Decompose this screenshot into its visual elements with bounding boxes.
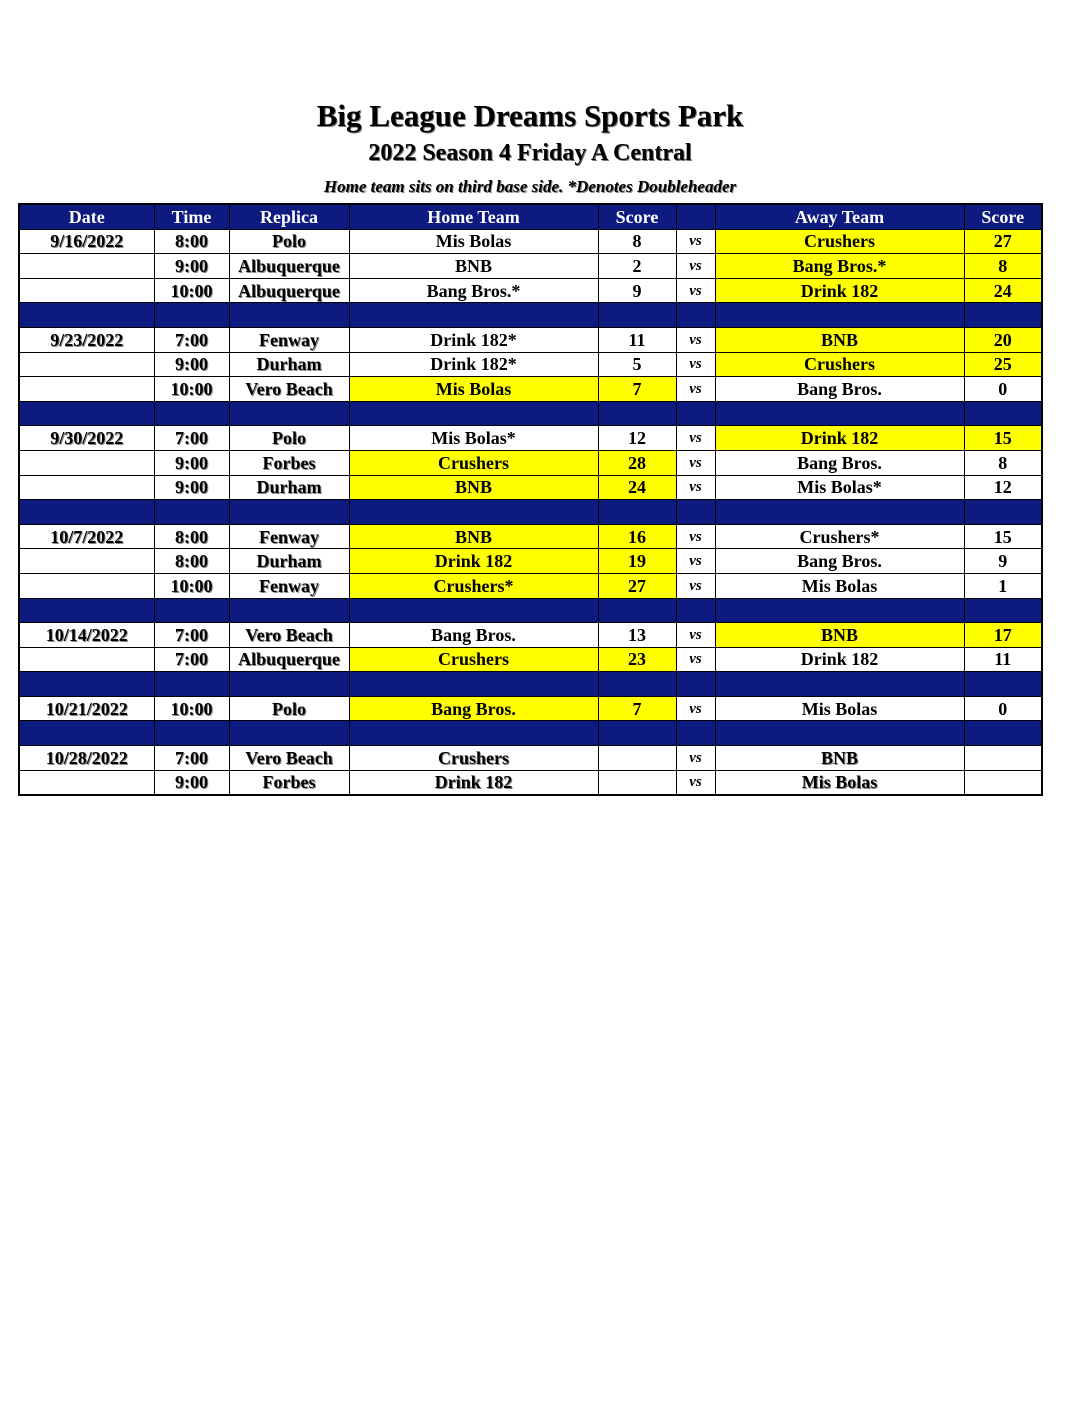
table-row xyxy=(19,450,1042,475)
cell-vs: vs xyxy=(676,623,715,648)
cell-time: 7:00 xyxy=(154,426,229,451)
cell-away-team: Mis Bolas xyxy=(715,573,964,598)
cell-vs: vs xyxy=(676,647,715,672)
separator-cell xyxy=(598,672,676,697)
separator-row xyxy=(19,672,1042,697)
cell-vs: vs xyxy=(676,229,715,254)
separator-cell xyxy=(154,598,229,623)
table-row xyxy=(19,426,1042,451)
separator-cell xyxy=(349,303,598,328)
table-row xyxy=(19,254,1042,279)
cell-home-team: Mis Bolas xyxy=(349,377,598,402)
cell-replica: Albuquerque xyxy=(229,647,349,672)
cell-vs: vs xyxy=(676,377,715,402)
cell-away-team: Drink 182 xyxy=(715,278,964,303)
table-row xyxy=(19,573,1042,598)
page-title: Big League Dreams Sports Park xyxy=(316,98,744,133)
cell-vs: vs xyxy=(676,327,715,352)
separator-cell xyxy=(229,721,349,746)
cell-away-team: Crushers xyxy=(715,229,964,254)
cell-away-score: 11 xyxy=(964,647,1042,672)
cell-vs: vs xyxy=(676,770,715,795)
cell-vs: vs xyxy=(676,696,715,721)
cell-away-team: Bang Bros. xyxy=(715,450,964,475)
separator-cell xyxy=(598,721,676,746)
cell-away-team: Crushers xyxy=(715,352,964,377)
cell-home-score: 13 xyxy=(598,623,676,648)
cell-replica: Durham xyxy=(229,549,349,574)
separator-cell xyxy=(19,303,154,328)
cell-away-team: Mis Bolas xyxy=(715,696,964,721)
cell-away-score xyxy=(964,746,1042,771)
cell-date xyxy=(19,573,154,598)
cell-away-score: 12 xyxy=(964,475,1042,500)
separator-cell xyxy=(19,598,154,623)
cell-replica: Fenway xyxy=(229,327,349,352)
cell-replica: Polo xyxy=(229,229,349,254)
cell-home-score: 24 xyxy=(598,475,676,500)
cell-time: 7:00 xyxy=(154,623,229,648)
separator-cell xyxy=(349,598,598,623)
separator-cell xyxy=(349,672,598,697)
cell-home-team: Bang Bros. xyxy=(349,696,598,721)
cell-replica: Forbes xyxy=(229,450,349,475)
cell-away-team: BNB xyxy=(715,623,964,648)
cell-away-team: Drink 182 xyxy=(715,647,964,672)
cell-vs: vs xyxy=(676,573,715,598)
cell-time: 9:00 xyxy=(154,254,229,279)
cell-home-team: BNB xyxy=(349,475,598,500)
cell-away-score: 27 xyxy=(964,229,1042,254)
cell-home-score: 2 xyxy=(598,254,676,279)
separator-cell xyxy=(19,500,154,525)
separator-cell xyxy=(715,401,964,426)
cell-home-team: Bang Bros. xyxy=(349,623,598,648)
cell-date xyxy=(19,450,154,475)
separator-cell xyxy=(598,598,676,623)
cell-home-team: Drink 182 xyxy=(349,549,598,574)
separator-cell xyxy=(349,500,598,525)
cell-away-team: Mis Bolas* xyxy=(715,475,964,500)
cell-away-team: Bang Bros. xyxy=(715,377,964,402)
col-header-date: Date xyxy=(19,204,154,229)
table-row xyxy=(19,475,1042,500)
cell-vs: vs xyxy=(676,450,715,475)
separator-cell xyxy=(229,672,349,697)
cell-home-score: 27 xyxy=(598,573,676,598)
cell-home-score: 23 xyxy=(598,647,676,672)
separator-row xyxy=(19,303,1042,328)
cell-date: 10/28/2022 xyxy=(19,746,154,771)
col-header-replica: Replica xyxy=(229,204,349,229)
separator-cell xyxy=(715,598,964,623)
table-row xyxy=(19,696,1042,721)
cell-replica: Fenway xyxy=(229,573,349,598)
table-row xyxy=(19,623,1042,648)
cell-date: 10/21/2022 xyxy=(19,696,154,721)
cell-home-team: Mis Bolas xyxy=(349,229,598,254)
cell-vs: vs xyxy=(676,524,715,549)
cell-date xyxy=(19,549,154,574)
cell-date: 9/16/2022 xyxy=(19,229,154,254)
table-row xyxy=(19,377,1042,402)
cell-time: 8:00 xyxy=(154,229,229,254)
cell-time: 10:00 xyxy=(154,573,229,598)
cell-date xyxy=(19,647,154,672)
cell-date xyxy=(19,278,154,303)
table-row xyxy=(19,746,1042,771)
cell-home-score: 11 xyxy=(598,327,676,352)
separator-cell xyxy=(676,598,715,623)
separator-cell xyxy=(676,672,715,697)
separator-cell xyxy=(964,500,1042,525)
cell-home-team: Mis Bolas* xyxy=(349,426,598,451)
cell-home-team: Crushers* xyxy=(349,573,598,598)
table-row xyxy=(19,524,1042,549)
table-row xyxy=(19,647,1042,672)
cell-home-team: BNB xyxy=(349,524,598,549)
cell-time: 10:00 xyxy=(154,377,229,402)
cell-away-score: 0 xyxy=(964,696,1042,721)
cell-away-team: BNB xyxy=(715,746,964,771)
cell-away-team: Crushers* xyxy=(715,524,964,549)
cell-away-score: 15 xyxy=(964,524,1042,549)
cell-vs: vs xyxy=(676,278,715,303)
cell-away-team: Bang Bros. xyxy=(715,549,964,574)
cell-time: 7:00 xyxy=(154,647,229,672)
cell-date: 10/14/2022 xyxy=(19,623,154,648)
separator-cell xyxy=(598,401,676,426)
separator-row xyxy=(19,401,1042,426)
cell-replica: Vero Beach xyxy=(229,377,349,402)
separator-cell xyxy=(964,721,1042,746)
cell-time: 8:00 xyxy=(154,524,229,549)
separator-cell xyxy=(349,401,598,426)
separator-cell xyxy=(964,672,1042,697)
cell-replica: Vero Beach xyxy=(229,746,349,771)
cell-vs: vs xyxy=(676,254,715,279)
separator-cell xyxy=(715,672,964,697)
cell-replica: Albuquerque xyxy=(229,254,349,279)
cell-away-team: Bang Bros.* xyxy=(715,254,964,279)
cell-time: 7:00 xyxy=(154,327,229,352)
cell-date: 9/23/2022 xyxy=(19,327,154,352)
cell-date xyxy=(19,770,154,795)
cell-date xyxy=(19,352,154,377)
separator-cell xyxy=(154,672,229,697)
table-row xyxy=(19,549,1042,574)
schedule-body xyxy=(19,229,1042,795)
cell-home-team: Drink 182* xyxy=(349,352,598,377)
separator-cell xyxy=(229,303,349,328)
cell-time: 8:00 xyxy=(154,549,229,574)
cell-replica: Albuquerque xyxy=(229,278,349,303)
col-header-away-team: Away Team xyxy=(715,204,964,229)
cell-away-team: Drink 182 xyxy=(715,426,964,451)
cell-home-score: 28 xyxy=(598,450,676,475)
cell-replica: Durham xyxy=(229,475,349,500)
cell-home-score xyxy=(598,770,676,795)
separator-cell xyxy=(715,500,964,525)
table-row xyxy=(19,352,1042,377)
cell-date xyxy=(19,254,154,279)
cell-home-team: Crushers xyxy=(349,746,598,771)
cell-away-score: 1 xyxy=(964,573,1042,598)
separator-row xyxy=(19,598,1042,623)
cell-date: 10/7/2022 xyxy=(19,524,154,549)
cell-home-score: 16 xyxy=(598,524,676,549)
separator-cell xyxy=(964,598,1042,623)
cell-away-score: 24 xyxy=(964,278,1042,303)
cell-time: 9:00 xyxy=(154,475,229,500)
separator-row xyxy=(19,500,1042,525)
table-header-row xyxy=(19,204,1042,229)
separator-cell xyxy=(676,500,715,525)
separator-cell xyxy=(19,721,154,746)
separator-cell xyxy=(229,401,349,426)
cell-vs: vs xyxy=(676,475,715,500)
cell-away-team: Mis Bolas xyxy=(715,770,964,795)
cell-home-score: 7 xyxy=(598,377,676,402)
separator-cell xyxy=(349,721,598,746)
table-row xyxy=(19,327,1042,352)
page-subtitle: 2022 Season 4 Friday A Central xyxy=(368,140,692,166)
cell-away-score: 9 xyxy=(964,549,1042,574)
cell-away-score: 8 xyxy=(964,254,1042,279)
separator-cell xyxy=(964,401,1042,426)
separator-cell xyxy=(715,721,964,746)
separator-cell xyxy=(19,672,154,697)
cell-vs: vs xyxy=(676,549,715,574)
cell-away-score xyxy=(964,770,1042,795)
cell-time: 9:00 xyxy=(154,352,229,377)
cell-home-score: 7 xyxy=(598,696,676,721)
separator-cell xyxy=(964,303,1042,328)
cell-home-score: 12 xyxy=(598,426,676,451)
separator-cell xyxy=(154,303,229,328)
cell-replica: Vero Beach xyxy=(229,623,349,648)
cell-home-score: 8 xyxy=(598,229,676,254)
cell-home-team: Crushers xyxy=(349,450,598,475)
table-row xyxy=(19,229,1042,254)
separator-cell xyxy=(598,500,676,525)
col-header-home-team: Home Team xyxy=(349,204,598,229)
cell-away-score: 15 xyxy=(964,426,1042,451)
cell-home-score: 19 xyxy=(598,549,676,574)
schedule-table xyxy=(18,203,1043,796)
separator-row xyxy=(19,721,1042,746)
cell-home-team: Bang Bros.* xyxy=(349,278,598,303)
cell-replica: Durham xyxy=(229,352,349,377)
cell-time: 10:00 xyxy=(154,696,229,721)
cell-away-score: 17 xyxy=(964,623,1042,648)
cell-home-score: 9 xyxy=(598,278,676,303)
cell-time: 7:00 xyxy=(154,746,229,771)
col-header-away-score: Score xyxy=(964,204,1042,229)
separator-cell xyxy=(676,303,715,328)
cell-away-score: 25 xyxy=(964,352,1042,377)
cell-date: 9/30/2022 xyxy=(19,426,154,451)
separator-cell xyxy=(598,303,676,328)
separator-cell xyxy=(154,500,229,525)
cell-home-team: Crushers xyxy=(349,647,598,672)
cell-away-score: 8 xyxy=(964,450,1042,475)
cell-time: 9:00 xyxy=(154,450,229,475)
col-header-home-score: Score xyxy=(598,204,676,229)
separator-cell xyxy=(154,721,229,746)
col-header-vs xyxy=(676,204,715,229)
col-header-time: Time xyxy=(154,204,229,229)
table-row xyxy=(19,278,1042,303)
cell-time: 9:00 xyxy=(154,770,229,795)
separator-cell xyxy=(676,401,715,426)
separator-cell xyxy=(715,303,964,328)
cell-date xyxy=(19,475,154,500)
cell-date xyxy=(19,377,154,402)
table-row xyxy=(19,770,1042,795)
cell-home-team: Drink 182* xyxy=(349,327,598,352)
cell-away-team: BNB xyxy=(715,327,964,352)
cell-replica: Polo xyxy=(229,426,349,451)
cell-replica: Forbes xyxy=(229,770,349,795)
cell-away-score: 20 xyxy=(964,327,1042,352)
cell-vs: vs xyxy=(676,746,715,771)
cell-home-score: 5 xyxy=(598,352,676,377)
cell-vs: vs xyxy=(676,426,715,451)
cell-vs: vs xyxy=(676,352,715,377)
cell-home-team: BNB xyxy=(349,254,598,279)
separator-cell xyxy=(19,401,154,426)
separator-cell xyxy=(676,721,715,746)
cell-replica: Fenway xyxy=(229,524,349,549)
schedule-note: Home team sits on third base side. *Denotes Doubleheader xyxy=(323,177,737,196)
cell-home-team: Drink 182 xyxy=(349,770,598,795)
separator-cell xyxy=(229,500,349,525)
cell-away-score: 0 xyxy=(964,377,1042,402)
separator-cell xyxy=(229,598,349,623)
cell-home-score xyxy=(598,746,676,771)
cell-time: 10:00 xyxy=(154,278,229,303)
separator-cell xyxy=(154,401,229,426)
cell-replica: Polo xyxy=(229,696,349,721)
